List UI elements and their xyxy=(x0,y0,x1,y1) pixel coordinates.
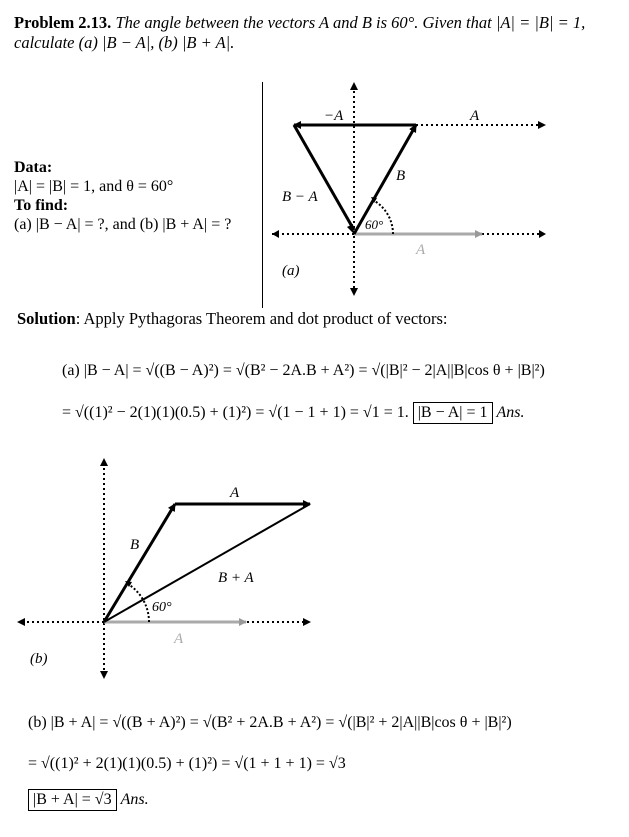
y-axis-b-top-arrow xyxy=(100,458,108,466)
solution-text: : Apply Pythagoras Theorem and dot product of vectors: xyxy=(75,309,448,328)
x-axis-b-right-arrow xyxy=(303,618,311,626)
solution-intro xyxy=(17,309,448,329)
equation-b-line-3 xyxy=(28,789,149,811)
equation-a-line-1 xyxy=(62,362,545,380)
to-find-label: To find: xyxy=(14,197,69,214)
figure-a xyxy=(262,78,562,303)
x-axis-left-arrow xyxy=(272,230,279,238)
caption-a: (a) xyxy=(282,263,300,279)
data-section xyxy=(14,158,231,234)
given-values: |A| = |B| = 1, and θ = 60° xyxy=(14,178,174,195)
caption-b: (b) xyxy=(30,651,48,667)
vector-b-plus-a xyxy=(104,504,310,622)
eq-b-text-1: (b) |B + A| = √((B + A)²) = √(B² + 2A.B + A²) = √(|B|² + 2|A||B|cos θ + |B|²) xyxy=(28,714,512,731)
vector-b-minus-a-arrow xyxy=(347,224,354,234)
x-axis-b-left-arrow xyxy=(17,618,25,626)
problem-label: Problem 2.13. xyxy=(14,13,112,32)
label-neg-a: −A xyxy=(324,108,344,124)
label-b: B xyxy=(396,168,406,184)
eq-a-text-1: (a) |B − A| = √((B − A)²) = √(B² − 2A.B + A²) = √(|B|² − 2|A||B|cos θ + |B|²) xyxy=(62,362,545,379)
problem-text-2: calculate (a) |B − A|, (b) |B + A|. xyxy=(14,33,235,52)
label-b-minus-a: B − A xyxy=(282,189,318,205)
equation-b-line-1 xyxy=(28,714,512,732)
label-a-top: A xyxy=(470,108,480,124)
y-axis-bottom-arrow xyxy=(350,288,358,296)
eq-a-ans: Ans. xyxy=(496,404,525,421)
label-angle-a: 60° xyxy=(365,217,384,232)
eq-a-text-2: = √((1)² − 2(1)(1)(0.5) + (1)²) = √(1 − 1 + 1) = √1 = 1. xyxy=(62,404,409,421)
x-axis-right-arrow xyxy=(539,230,546,238)
eq-b-text-2: = √((1)² + 2(1)(1)(0.5) + (1)²) = √(1 + 1 + 1) = √3 xyxy=(28,755,346,772)
vector-b xyxy=(354,125,416,234)
equation-a-line-2 xyxy=(62,402,525,424)
problem-text-1: The angle between the vectors A and B is 60°. Given that |A| = |B| = 1, xyxy=(115,13,586,32)
eq-b-boxed-result: |B + A| = √3 xyxy=(28,789,117,811)
eq-a-boxed-result: |B − A| = 1 xyxy=(413,402,493,424)
y-axis-b-bottom-arrow xyxy=(100,671,108,679)
figure-b xyxy=(14,455,334,680)
problem-statement xyxy=(14,13,585,53)
label-a-top-b: A xyxy=(230,485,240,501)
solution-label: Solution xyxy=(17,309,76,328)
vector-a-dotted-arrow xyxy=(538,121,546,129)
label-a-bottom-b: A xyxy=(174,631,184,647)
eq-b-ans: Ans. xyxy=(120,791,149,808)
label-b-b: B xyxy=(130,537,140,553)
problem-line-1 xyxy=(14,13,585,33)
vector-b-minus-a xyxy=(294,125,354,230)
y-axis-top-arrow xyxy=(350,82,358,90)
label-b-plus-a: B + A xyxy=(218,570,254,586)
equation-b-line-2 xyxy=(28,755,346,773)
data-label: Data: xyxy=(14,159,53,176)
problem-line-2 xyxy=(14,33,585,53)
to-find-values: (a) |B − A| = ?, and (b) |B + A| = ? xyxy=(14,216,232,233)
label-angle-b: 60° xyxy=(152,600,172,615)
label-a-bottom: A xyxy=(416,242,426,258)
